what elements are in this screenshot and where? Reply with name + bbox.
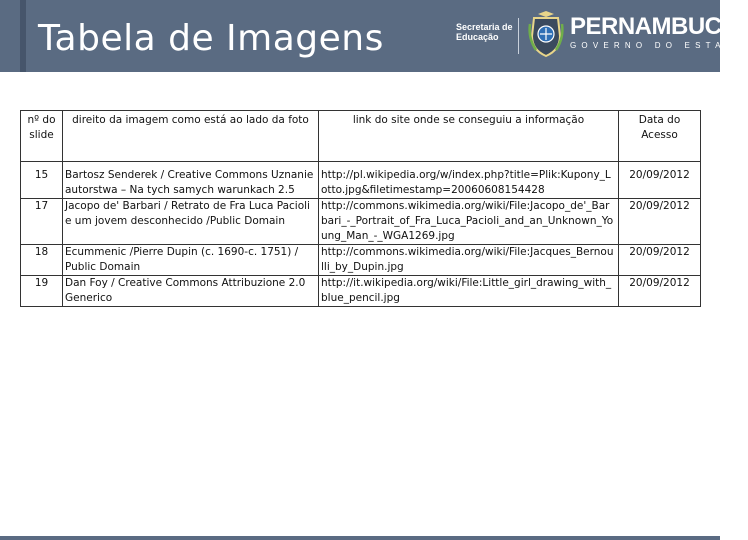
table-header-row: [21, 111, 701, 162]
access-date: 20/09/2012: [619, 276, 701, 307]
image-credit: Dan Foy / Creative Commons Attribuzione 2.0 Generico: [63, 276, 319, 307]
slide-number: 19: [21, 276, 63, 307]
page-title: Tabela de Imagens: [38, 18, 384, 59]
slide-header: [0, 0, 748, 72]
source-link[interactable]: http://pl.wikipedia.org/w/index.php?title=Plik:Kupony_Lotto.jpg&filetimestamp=20060608154428: [319, 162, 619, 199]
source-link[interactable]: http://commons.wikimedia.org/wiki/File:Jacopo_de'_Barbari_-_Portrait_of_Fra_Luca_Pacioli_and_an_Unknown_Young_Man_-_WGA1269.jpg: [319, 199, 619, 245]
source-link[interactable]: http://it.wikipedia.org/wiki/File:Little_girl_drawing_with_blue_pencil.jpg: [319, 276, 619, 307]
secretaria-line-1: Secretaria de: [456, 22, 513, 32]
image-credit: Jacopo de' Barbari / Retrato de Fra Luca Pacioli e um jovem desconhecido /Public Domain: [63, 199, 319, 245]
source-link[interactable]: http://commons.wikimedia.org/wiki/File:Jacques_Bernoulli_by_Dupin.jpg: [319, 245, 619, 276]
footer-bar: [0, 536, 720, 540]
column-header-slide: nº do slide: [21, 111, 63, 162]
header-accent-bar: [20, 0, 26, 72]
column-header-link: link do site onde se conseguiu a informação: [319, 111, 619, 162]
column-header-date: Data do Acesso: [619, 111, 701, 162]
access-date: 20/09/2012: [619, 199, 701, 245]
slide-number: 17: [21, 199, 63, 245]
table-row: [21, 199, 701, 245]
secretaria-label: [456, 22, 513, 42]
brand-logo: [570, 14, 748, 52]
table-row: [21, 276, 701, 307]
header-divider: [518, 18, 519, 54]
access-date: 20/09/2012: [619, 162, 701, 199]
slide-number: 15: [21, 162, 63, 199]
brand-name: PERNAMBUCO: [570, 13, 740, 40]
table-row: [21, 245, 701, 276]
brand-subtitle: GOVERNO DO ESTADO: [570, 41, 748, 50]
table-row: [21, 162, 701, 199]
secretaria-line-2: Educação: [456, 32, 499, 42]
column-header-credit: direito da imagem como está ao lado da foto: [63, 111, 319, 162]
image-credits-table: [20, 110, 701, 307]
state-crest-icon: [526, 10, 566, 60]
image-credit: Bartosz Senderek / Creative Commons Uznanie autorstwa – Na tych samych warunkach 2.5: [63, 162, 319, 199]
access-date: 20/09/2012: [619, 245, 701, 276]
slide-number: 18: [21, 245, 63, 276]
image-credit: Ecummenic /Pierre Dupin (c. 1690-c. 1751) / Public Domain: [63, 245, 319, 276]
